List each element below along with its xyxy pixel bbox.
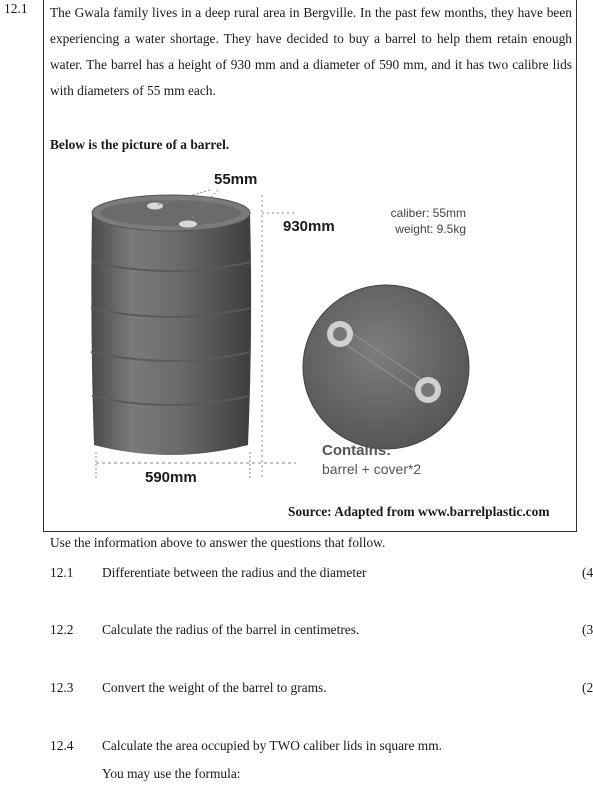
question-number: 12.2 bbox=[50, 622, 74, 637]
cap-icon bbox=[147, 203, 163, 210]
instruction: Use the information above to answer the questions that follow. bbox=[50, 535, 386, 550]
marks: (3 bbox=[582, 622, 593, 637]
question-text: Convert the weight of the barrel to grams. bbox=[102, 680, 327, 695]
source-credit: Source: Adapted from www.barrelplastic.com bbox=[288, 504, 550, 519]
intro-paragraph: The Gwala family lives in a deep rural area in Bergville. In the past few months, they have been experiencing a water shortage. They have decided to buy a barrel to help them retain enough water. The barrel has a height of 930 mm and a diameter of 590 mm, and it has two calibre lids with diameters of 55 mm each. bbox=[50, 5, 572, 98]
height-label: 930mm bbox=[283, 218, 335, 235]
marks: (2 bbox=[582, 680, 593, 695]
question-text: Differentiate between the radius and the diameter bbox=[102, 565, 367, 580]
question-number: 12.4 bbox=[50, 738, 74, 753]
contains-heading: Contains: bbox=[322, 442, 392, 459]
weight-spec: weight: 9.5kg bbox=[395, 222, 466, 236]
question-text: Calculate the radius of the barrel in centimetres. bbox=[102, 622, 360, 637]
contains-text: barrel + cover*2 bbox=[322, 461, 422, 477]
question-text: Calculate the area occupied by TWO caliber lids in square mm. bbox=[102, 738, 442, 753]
question-number: 12.1 bbox=[50, 565, 74, 580]
question-number: 12.3 bbox=[50, 680, 74, 695]
formula-prompt: You may use the formula: bbox=[102, 766, 241, 781]
lid-diameter-label: 55mm bbox=[214, 171, 258, 188]
diameter-label: 590mm bbox=[145, 469, 197, 486]
question-number: 12.1 bbox=[4, 1, 28, 16]
caliber-spec: caliber: 55mm bbox=[390, 206, 466, 220]
cap-icon bbox=[179, 221, 197, 228]
marks: (4 bbox=[582, 565, 593, 580]
barrel-top-view bbox=[303, 285, 469, 449]
picture-heading: Below is the picture of a barrel. bbox=[50, 137, 230, 152]
barrel-front-view bbox=[91, 190, 251, 455]
